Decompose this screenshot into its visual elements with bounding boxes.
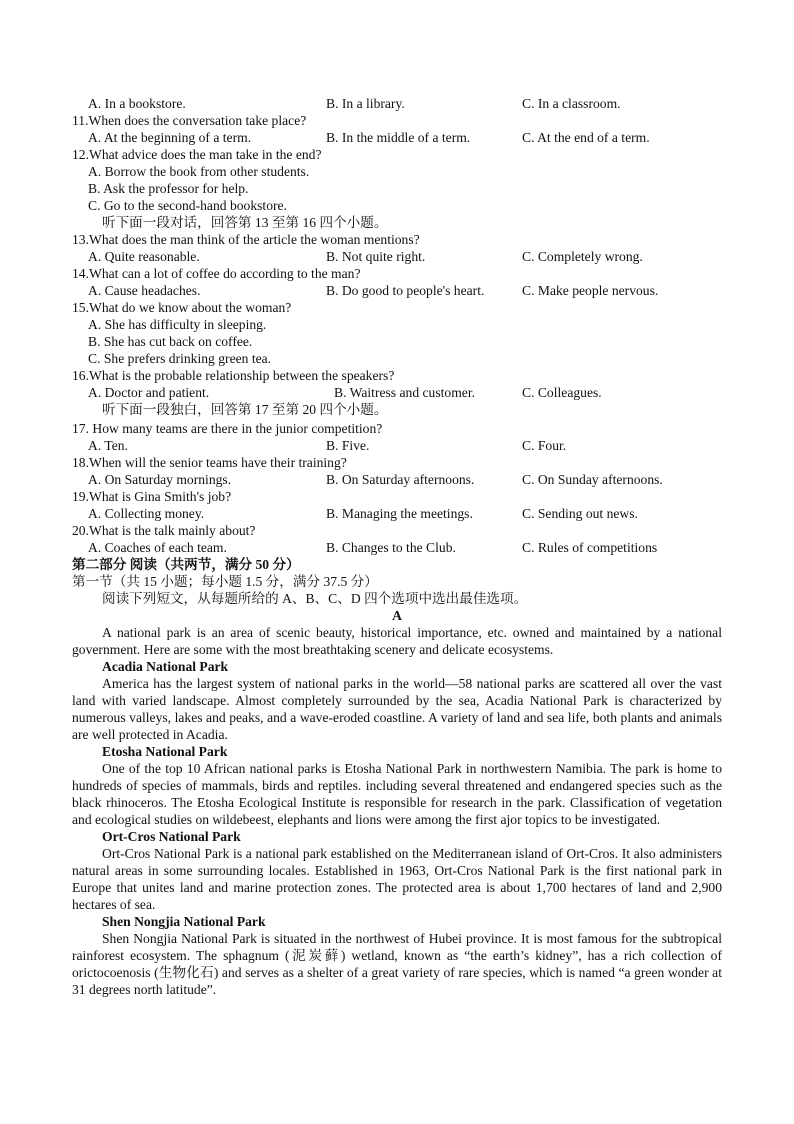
- q13-option-b: B. Not quite right.: [326, 249, 426, 264]
- q14-option-a: A. Cause headaches.: [88, 283, 201, 298]
- q13-option-c: C. Completely wrong.: [522, 249, 643, 264]
- q20-stem: 20.What is the talk mainly about?: [72, 523, 256, 538]
- q11-stem: 11.When does the conversation take place?: [72, 113, 307, 128]
- q16-option-b: B. Waitress and customer.: [334, 385, 475, 400]
- park-title-ort-cros: Ort-Cros National Park: [102, 829, 241, 844]
- q11-option-b: B. In the middle of a term.: [326, 130, 471, 145]
- q17-option-a: A. Ten.: [88, 438, 128, 453]
- q10-options: [72, 95, 722, 112]
- q18-option-c: C. On Sunday afternoons.: [522, 472, 663, 487]
- q15-stem: 15.What do we know about the woman?: [72, 300, 292, 315]
- q20-option-c: C. Rules of competitions: [522, 540, 658, 555]
- q13-option-a: A. Quite reasonable.: [88, 249, 200, 264]
- q15-option-b: B. She has cut back on coffee.: [88, 334, 253, 349]
- q15-option-c: C. She prefers drinking green tea.: [88, 351, 272, 366]
- q15-option-a: A. She has difficulty in sleeping.: [88, 317, 267, 332]
- q12-stem: 12.What advice does the man take in the end?: [72, 147, 322, 162]
- q12-option-b: B. Ask the professor for help.: [88, 181, 249, 196]
- q10-option-b: B. In a library.: [326, 96, 405, 111]
- q13-options: [72, 248, 722, 265]
- instruction-17-20: 听下面一段独白，回答第 17 至第 20 四个小题。: [102, 402, 388, 417]
- q16-option-a: A. Doctor and patient.: [88, 385, 210, 400]
- q17-option-c: C. Four.: [522, 438, 567, 453]
- part2-title: 第二部分 阅读（共两节，满分 50 分）: [72, 557, 300, 572]
- q18-option-a: A. On Saturday mornings.: [88, 472, 232, 487]
- section1-title: 第一节（共 15 小题；每小题 1.5 分，满分 37.5 分）: [72, 574, 378, 589]
- instruction-13-16: 听下面一段对话，回答第 13 至第 16 四个小题。: [102, 215, 388, 230]
- q20-options: [72, 539, 722, 556]
- q19-option-a: A. Collecting money.: [88, 506, 205, 521]
- q19-option-b: B. Managing the meetings.: [326, 506, 473, 521]
- q16-stem: 16.What is the probable relationship between the speakers?: [72, 368, 395, 383]
- q17-option-b: B. Five.: [326, 438, 370, 453]
- q12-option-c: C. Go to the second-hand bookstore.: [88, 198, 287, 213]
- q19-options: [72, 505, 722, 522]
- q17-stem: 17. How many teams are there in the junior competition?: [72, 421, 383, 436]
- park-title-etosha: Etosha National Park: [102, 744, 228, 759]
- reading-instruction: 阅读下列短文，从每题所给的 A、B、C、D 四个选项中选出最佳选项。: [102, 591, 528, 606]
- park-text-shen-nongjia: Shen Nongjia National Park is situated in the northwest of Hubei province. It is most famous for the subtropical rainforest ecosystem. The sphagnum (泥炭藓) wetland, known as “the earth’s kidney”, has a rich collection of orictocoenosis (生物化石) and serves as a shelter of a great variety of rare species, which is named “a green wonder at 31 degrees north latitude”.: [72, 931, 722, 997]
- q16-options: [72, 384, 722, 401]
- q13-stem: 13.What does the man think of the article the woman mentions?: [72, 232, 420, 247]
- q17-options: [72, 437, 722, 454]
- q12-option-a: A. Borrow the book from other students.: [88, 164, 310, 179]
- q20-option-b: B. Changes to the Club.: [326, 540, 456, 555]
- q19-stem: 19.What is Gina Smith's job?: [72, 489, 232, 504]
- q20-option-a: A. Coaches of each team.: [88, 540, 227, 555]
- passage-intro: A national park is an area of scenic beauty, historical importance, etc. owned and maintained by a national government. Here are some with the most breathtaking scenery and delicate ecosystems.: [72, 625, 722, 657]
- q19-option-c: C. Sending out news.: [522, 506, 638, 521]
- q18-stem: 18.When will the senior teams have their training?: [72, 455, 347, 470]
- q11-option-c: C. At the end of a term.: [522, 130, 650, 145]
- q14-options: [72, 282, 722, 299]
- q14-option-c: C. Make people nervous.: [522, 283, 659, 298]
- q14-stem: 14.What can a lot of coffee do according to the man?: [72, 266, 361, 281]
- park-text-etosha: One of the top 10 African national parks is Etosha National Park in northwestern Namibia. The park is home to hundreds of species of mammals, birds and reptiles. including several threatened and endangered species such as the black rhinoceros. The Etosha Ecological Institute is responsible for research in the park. Classification of vegetation and ecological studies on wildebeest, elephants and lions were among the first ajor topics to be investigated.: [72, 761, 722, 827]
- park-title-shen-nongjia: Shen Nongjia National Park: [102, 914, 266, 929]
- q11-options: [72, 129, 722, 146]
- passage-letter: A: [392, 608, 402, 623]
- park-text-ort-cros: Ort-Cros National Park is a national park established on the Mediterranean island of Ort-Cros. It also administers natural areas in some surrounding locales. Established in 1963, Ort-Cros National Park is the first national park in Europe that unites land and marine protection zones. The protected area is about 1,700 hectares of land and 2,900 hectares of sea.: [72, 846, 722, 912]
- q10-option-c: C. In a classroom.: [522, 96, 621, 111]
- q16-option-c: C. Colleagues.: [522, 385, 602, 400]
- q11-option-a: A. At the beginning of a term.: [88, 130, 252, 145]
- q10-option-a: A. In a bookstore.: [88, 96, 186, 111]
- q14-option-b: B. Do good to people's heart.: [326, 283, 485, 298]
- park-text-acadia: America has the largest system of national parks in the world—58 national parks are scattered all over the vast land with varied landscape. Almost completely surrounded by the sea, Acadia National Park is characterized by numerous valleys, lakes and peaks, and a wave-eroded coastline. A variety of land and sea life, both plants and animals are well protected in Acadia.: [72, 676, 722, 742]
- q18-options: [72, 471, 722, 488]
- park-title-acadia: Acadia National Park: [102, 659, 229, 674]
- exam-page: [72, 95, 722, 998]
- q18-option-b: B. On Saturday afternoons.: [326, 472, 475, 487]
